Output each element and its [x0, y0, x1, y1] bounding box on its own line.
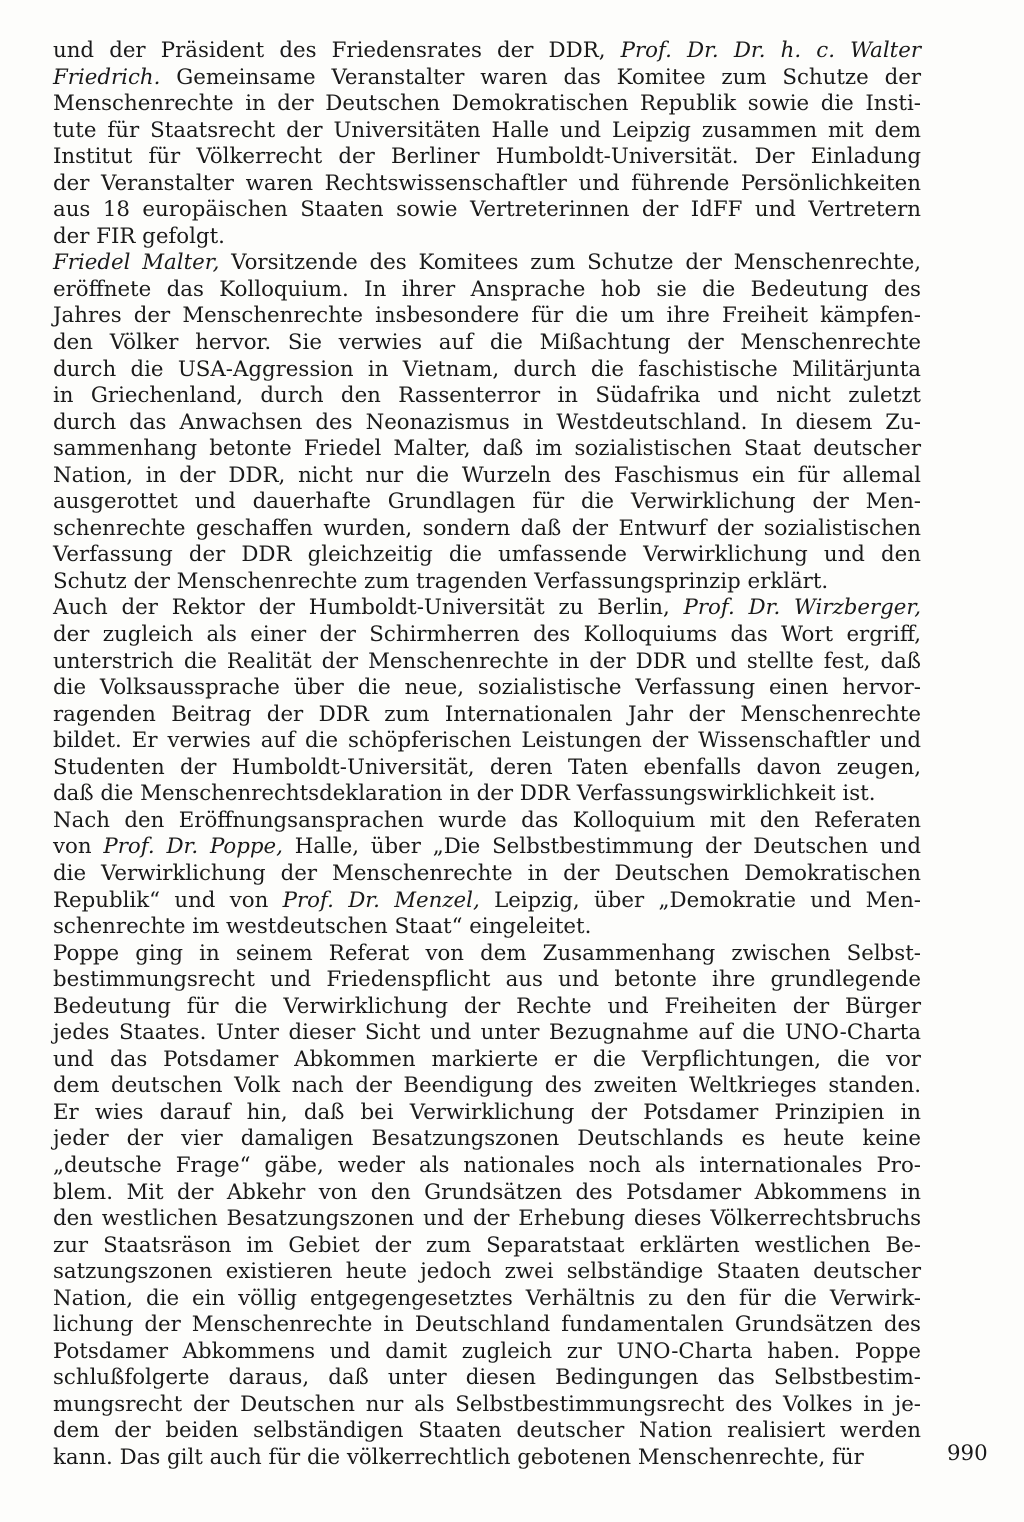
text-line	[53, 702, 921, 729]
text-line	[53, 277, 921, 304]
text-segment: von	[53, 834, 104, 860]
text-segment: Nation, die ein völlig entgegengesetztes Verhältnis zu den für die Verwirk-	[53, 1285, 921, 1311]
paragraph	[53, 595, 921, 807]
text-line	[53, 1153, 921, 1180]
text-line	[53, 463, 921, 490]
text-line	[53, 1100, 921, 1127]
text-line	[53, 1047, 921, 1074]
paragraph	[53, 250, 921, 595]
text-segment: der Veranstalter waren Rechtswissenschaftler und führende Persönlichkeiten	[53, 170, 921, 196]
text-line	[53, 675, 921, 702]
text-segment: bildet. Er verwies auf die schöpferischen Leistungen der Wissenschaftler und	[53, 728, 921, 754]
text-segment: jeder der vier damaligen Besatzungszonen Deutschlands es heute keine	[53, 1126, 921, 1152]
text-line	[53, 888, 921, 915]
text-segment: unterstrich die Realität der Menschenrechte in der DDR und stellte fest, daß	[53, 648, 921, 674]
text-segment: sammenhang betonte Friedel Malter, daß im sozialistischen Staat deutscher	[53, 436, 921, 462]
text-segment: Jahres der Menschenrechte insbesondere für die um ihre Freiheit kämpfen-	[53, 303, 921, 329]
text-segment: der zugleich als einer der Schirmherren des Kolloquiums das Wort ergriff,	[53, 622, 921, 648]
text-line	[53, 303, 921, 330]
text-segment: Auch der Rektor der Humboldt-Universität zu Berlin,	[53, 595, 684, 621]
text-segment: schenrechte im westdeutschen Staat“ eingeleitet.	[53, 914, 592, 940]
paragraph	[53, 941, 921, 1472]
text-segment: Poppe ging in seinem Referat von dem Zusammenhang zwischen Selbst-	[53, 940, 921, 966]
text-segment: lichung der Menschenrechte in Deutschland fundamentalen Grundsätzen des	[53, 1312, 921, 1338]
italic-name: Prof. Dr. Dr. h. c. Walter	[620, 38, 922, 63]
text-segment: und der Präsident des Friedensrates der DDR,	[53, 38, 621, 63]
text-segment: Republik“ und von	[53, 887, 283, 913]
text-segment: und das Potsdamer Abkommen markierte er die Verpflichtungen, die vor	[53, 1046, 921, 1072]
italic-name: Friedrich.	[53, 64, 161, 90]
text-segment: Verfassung der DDR gleichzeitig die umfassende Verwirklichung und den	[53, 542, 921, 568]
text-segment: Gemeinsame Veranstalter waren das Komitee zum Schutze der	[160, 64, 921, 90]
text-line	[53, 542, 921, 569]
page-number: 990	[947, 1441, 988, 1466]
text-segment: ausgerottet und dauerhafte Grundlagen für die Verwirklichung der Men-	[53, 489, 921, 515]
text-segment: schlußfolgerte daraus, daß unter diesen Bedingungen das Selbstbestim-	[53, 1365, 921, 1391]
text-line	[53, 834, 921, 861]
text-line	[53, 569, 921, 596]
text-line	[53, 224, 921, 251]
text-segment: Menschenrechte in der Deutschen Demokratischen Republik sowie die Insti-	[53, 91, 921, 117]
text-line	[53, 728, 921, 755]
text-line	[53, 1126, 921, 1153]
text-segment: Bedeutung für die Verwirklichung der Rechte und Freiheiten der Bürger	[53, 993, 921, 1019]
text-segment: schenrechte geschaffen wurden, sondern daß der Entwurf der sozialistischen	[53, 515, 921, 541]
text-segment: kann. Das gilt auch für die völkerrechtlich gebotenen Menschenrechte, für	[53, 1444, 864, 1470]
text-line	[53, 410, 921, 437]
text-segment: Nation, in der DDR, nicht nur die Wurzeln des Faschismus ein für allemal	[53, 462, 921, 488]
text-segment: Halle, über „Die Selbstbestimmung der Deutschen und	[282, 834, 922, 860]
text-line	[53, 38, 921, 65]
text-line	[53, 65, 921, 92]
text-line	[53, 861, 921, 888]
text-segment: die Verwirklichung der Menschenrechte in der Deutschen Demokratischen	[53, 860, 921, 886]
text-line	[53, 1312, 921, 1339]
text-segment: zur Staatsräson im Gebiet der zum Separatstaat erklärten westlichen Be-	[53, 1232, 921, 1258]
text-line	[53, 967, 921, 994]
paragraph	[53, 808, 921, 941]
text-segment: blem. Mit der Abkehr von den Grundsätzen des Potsdamer Abkommens in	[53, 1179, 921, 1205]
body-text	[53, 38, 921, 1472]
text-segment: bestimmungsrecht und Friedenspflicht aus und betonte ihre grundlegende	[53, 967, 921, 993]
text-segment: durch das Anwachsen des Neonazismus in Westdeutschland. In diesem Zu-	[53, 409, 921, 435]
text-line	[53, 250, 921, 277]
italic-name: Friedel Malter,	[53, 250, 220, 276]
text-line	[53, 649, 921, 676]
text-line	[53, 1286, 921, 1313]
italic-name: Prof. Dr. Wirzberger,	[683, 595, 921, 621]
text-line	[53, 1206, 921, 1233]
text-segment: satzungszonen existieren heute jedoch zwei selbständige Staaten deutscher	[53, 1259, 921, 1285]
text-line	[53, 489, 921, 516]
text-line	[53, 941, 921, 968]
text-line	[53, 91, 921, 118]
text-segment: Schutz der Menschenrechte zum tragenden Verfassungsprinzip erklärt.	[53, 568, 829, 594]
text-segment: durch die USA-Aggression in Vietnam, durch die faschistische Militärjunta	[53, 356, 921, 382]
text-line	[53, 1233, 921, 1260]
text-line	[53, 914, 921, 941]
text-line	[53, 330, 921, 357]
text-line	[53, 595, 921, 622]
text-segment: Leipzig, über „Demokratie und Men-	[479, 887, 921, 913]
text-segment: dem der beiden selbständigen Staaten deutscher Nation realisiert werden	[53, 1418, 921, 1444]
text-line	[53, 622, 921, 649]
text-segment: Potsdamer Abkommens und damit zugleich zur UNO-Charta haben. Poppe	[53, 1338, 921, 1364]
text-segment: tute für Staatsrecht der Universitäten Halle und Leipzig zusammen mit dem	[53, 117, 921, 143]
text-line	[53, 118, 921, 145]
text-line	[53, 436, 921, 463]
text-line	[53, 1339, 921, 1366]
text-line	[53, 1259, 921, 1286]
italic-name: Prof. Dr. Poppe,	[103, 834, 283, 860]
text-line	[53, 197, 921, 224]
text-line	[53, 1073, 921, 1100]
text-segment: daß die Menschenrechtsdeklaration in der DDR Verfassungswirklichkeit ist.	[53, 781, 876, 807]
text-segment: in Griechenland, durch den Rassenterror in Südafrika und nicht zuletzt	[53, 383, 921, 409]
text-line	[53, 383, 921, 410]
text-segment: der FIR gefolgt.	[53, 223, 225, 249]
text-line	[53, 994, 921, 1021]
text-line	[53, 781, 921, 808]
text-segment: die Volksaussprache über die neue, sozialistische Verfassung einen hervor-	[53, 675, 921, 701]
text-segment: aus 18 europäischen Staaten sowie Vertreterinnen der IdFF und Vertretern	[53, 197, 921, 223]
text-segment: ragenden Beitrag der DDR zum Internationalen Jahr der Menschenrechte	[53, 701, 921, 727]
text-segment: eröffnete das Kolloquium. In ihrer Ansprache hob sie die Bedeutung des	[53, 276, 921, 302]
text-line	[53, 144, 921, 171]
text-line	[53, 516, 921, 543]
text-segment: Nach den Eröffnungsansprachen wurde das Kolloquium mit den Referaten	[53, 807, 921, 833]
text-line	[53, 755, 921, 782]
text-line	[53, 1365, 921, 1392]
paragraph	[53, 38, 921, 250]
text-segment: Er wies darauf hin, daß bei Verwirklichung der Potsdamer Prinzipien in	[53, 1099, 921, 1125]
text-segment: Studenten der Humboldt-Universität, deren Taten ebenfalls davon zeugen,	[53, 754, 921, 780]
text-segment: Vorsitzende des Komitees zum Schutze der Menschenrechte,	[219, 250, 921, 276]
text-line	[53, 1445, 921, 1472]
text-segment: „deutsche Frage“ gäbe, weder als nationales noch als internationales Pro-	[53, 1152, 921, 1178]
text-line	[53, 357, 921, 384]
text-segment: dem deutschen Volk nach der Beendigung des zweiten Weltkrieges standen.	[53, 1073, 921, 1099]
text-segment: jedes Staates. Unter dieser Sicht und unter Bezugnahme auf die UNO-Charta	[53, 1020, 921, 1046]
text-line	[53, 1392, 921, 1419]
text-line	[53, 1418, 921, 1445]
text-line	[53, 171, 921, 198]
text-segment: mungsrecht der Deutschen nur als Selbstbestimmungsrecht des Volkes in je-	[53, 1391, 921, 1417]
text-line	[53, 1180, 921, 1207]
text-segment: den westlichen Besatzungszonen und der Erhebung dieses Völkerrechtsbruchs	[53, 1206, 921, 1232]
text-segment: den Völker hervor. Sie verwies auf die Mißachtung der Menschenrechte	[53, 330, 921, 356]
italic-name: Prof. Dr. Menzel,	[282, 887, 480, 913]
text-line	[53, 808, 921, 835]
text-segment: Institut für Völkerrecht der Berliner Humboldt-Universität. Der Einladung	[53, 144, 921, 170]
text-line	[53, 1020, 921, 1047]
